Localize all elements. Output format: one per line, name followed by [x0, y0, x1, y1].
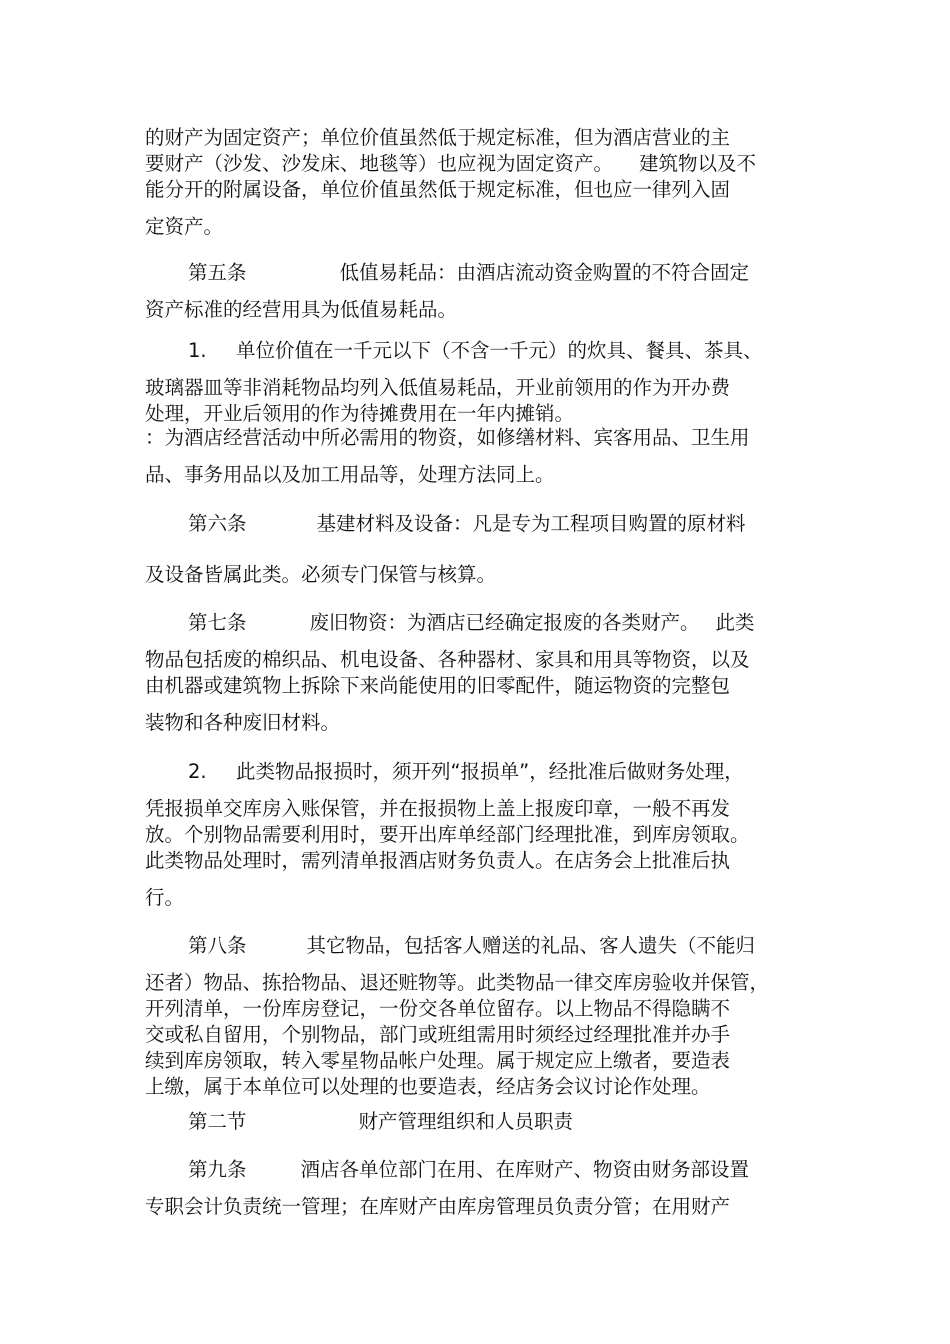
article-number: 第八条	[188, 934, 247, 957]
paragraph-line: 物品包括废的棉织品、机电设备、各种器材、家具和用具等物资，以及	[145, 648, 750, 671]
article-number: 第九条	[188, 1158, 247, 1181]
item-text: 此类物品报损时，须开列“报损单”，经批准后做财务处理，	[236, 760, 744, 783]
article-text: 低值易耗品：由酒店流动资金购置的不符合固定	[339, 261, 750, 284]
article-number: 第六条	[188, 512, 247, 535]
paragraph-line: 装物和各种废旧材料。	[145, 711, 341, 734]
item-number: 1.	[188, 339, 207, 362]
section-title: 财产管理组织和人员职责	[358, 1110, 574, 1133]
numbered-item	[188, 759, 810, 785]
paragraph-line: 定资产。	[145, 215, 224, 238]
paragraph-line: 还者）物品、拣拾物品、退还赃物等。此类物品一律交库房验收并保管，	[145, 971, 770, 994]
item-text: 单位价值在一千元以下（不含一千元）的炊具、餐具、茶具、	[236, 339, 763, 362]
paragraph-line: 处理，开业后领用的作为待摊费用在一年内摊销。	[145, 402, 575, 425]
paragraph-line: 此类物品处理时，需列清单报酒店财务负责人。在店务会上批准后执	[145, 849, 731, 872]
article-number: 第七条	[188, 611, 247, 634]
paragraph-line: 交或私自留用，个别物品，部门或班组需用时须经过经理批准并办手	[145, 1023, 731, 1046]
text-segment: 建筑物以及不	[639, 152, 757, 175]
paragraph-line: ：为酒店经营活动中所必需用的物资，如修缮材料、宾客用品、卫生用	[145, 426, 750, 449]
article-text: 酒店各单位部门在用、在库财产、物资由财务部设置	[300, 1158, 750, 1181]
paragraph-line: 能分开的附属设备，单位价值虽然低于规定标准，但也应一律列入固	[145, 178, 731, 201]
article-text: 废旧物资：为酒店已经确定报废的各类财产。	[309, 611, 700, 634]
section-number: 第二节	[188, 1110, 247, 1133]
paragraph-line: 凭报损单交库房入账保管，并在报损物上盖上报废印章，一般不再发	[145, 797, 731, 820]
article-heading	[188, 1157, 810, 1183]
paragraph-line: 上缴，属于本单位可以处理的也要造表，经店务会议讨论作处理。	[145, 1075, 711, 1098]
paragraph-line: 行。	[145, 886, 185, 909]
text-segment: 要财产（沙发、沙发床、地毯等）也应视为固定资产。	[145, 152, 614, 175]
paragraph-line: 放。个别物品需要利用时，要开出库单经部门经理批准，到库房领取。	[145, 823, 750, 846]
paragraph-line: 专职会计负责统一管理；在库财产由库房管理员负责分管；在用财产	[145, 1195, 731, 1218]
paragraph-line: 玻璃器皿等非消耗物品均列入低值易耗品，开业前领用的作为开办费	[145, 376, 731, 399]
numbered-item	[188, 338, 810, 364]
item-number: 2.	[188, 760, 207, 783]
article-heading	[188, 511, 810, 537]
article-text: 此类	[715, 611, 755, 634]
section-heading	[188, 1109, 810, 1135]
paragraph-line: 及设备皆属此类。必须专门保管与核算。	[145, 563, 497, 586]
article-text: 基建材料及设备：凡是专为工程项目购置的原材料	[316, 512, 746, 535]
article-text: 其它物品，包括客人赠送的礼品、客人遗失（不能归	[306, 934, 756, 957]
paragraph-line: 资产标准的经营用具为低值易耗品。	[145, 298, 458, 321]
paragraph-line	[145, 151, 810, 177]
article-heading	[188, 933, 810, 959]
paragraph-line: 开列清单，一份库房登记，一份交各单位留存。以上物品不得隐瞒不	[145, 997, 731, 1020]
article-heading	[188, 260, 810, 286]
paragraph-line: 由机器或建筑物上拆除下来尚能使用的旧零配件，随运物资的完整包	[145, 674, 731, 697]
paragraph-line: 的财产为固定资产；单位价值虽然低于规定标准，但为酒店营业的主	[145, 126, 731, 149]
paragraph-line: 续到库房领取，转入零星物品帐户处理。属于规定应上缴者，要造表	[145, 1049, 731, 1072]
article-heading	[188, 610, 810, 636]
article-number: 第五条	[188, 261, 247, 284]
paragraph-line: 品、事务用品以及加工用品等，处理方法同上。	[145, 463, 555, 486]
